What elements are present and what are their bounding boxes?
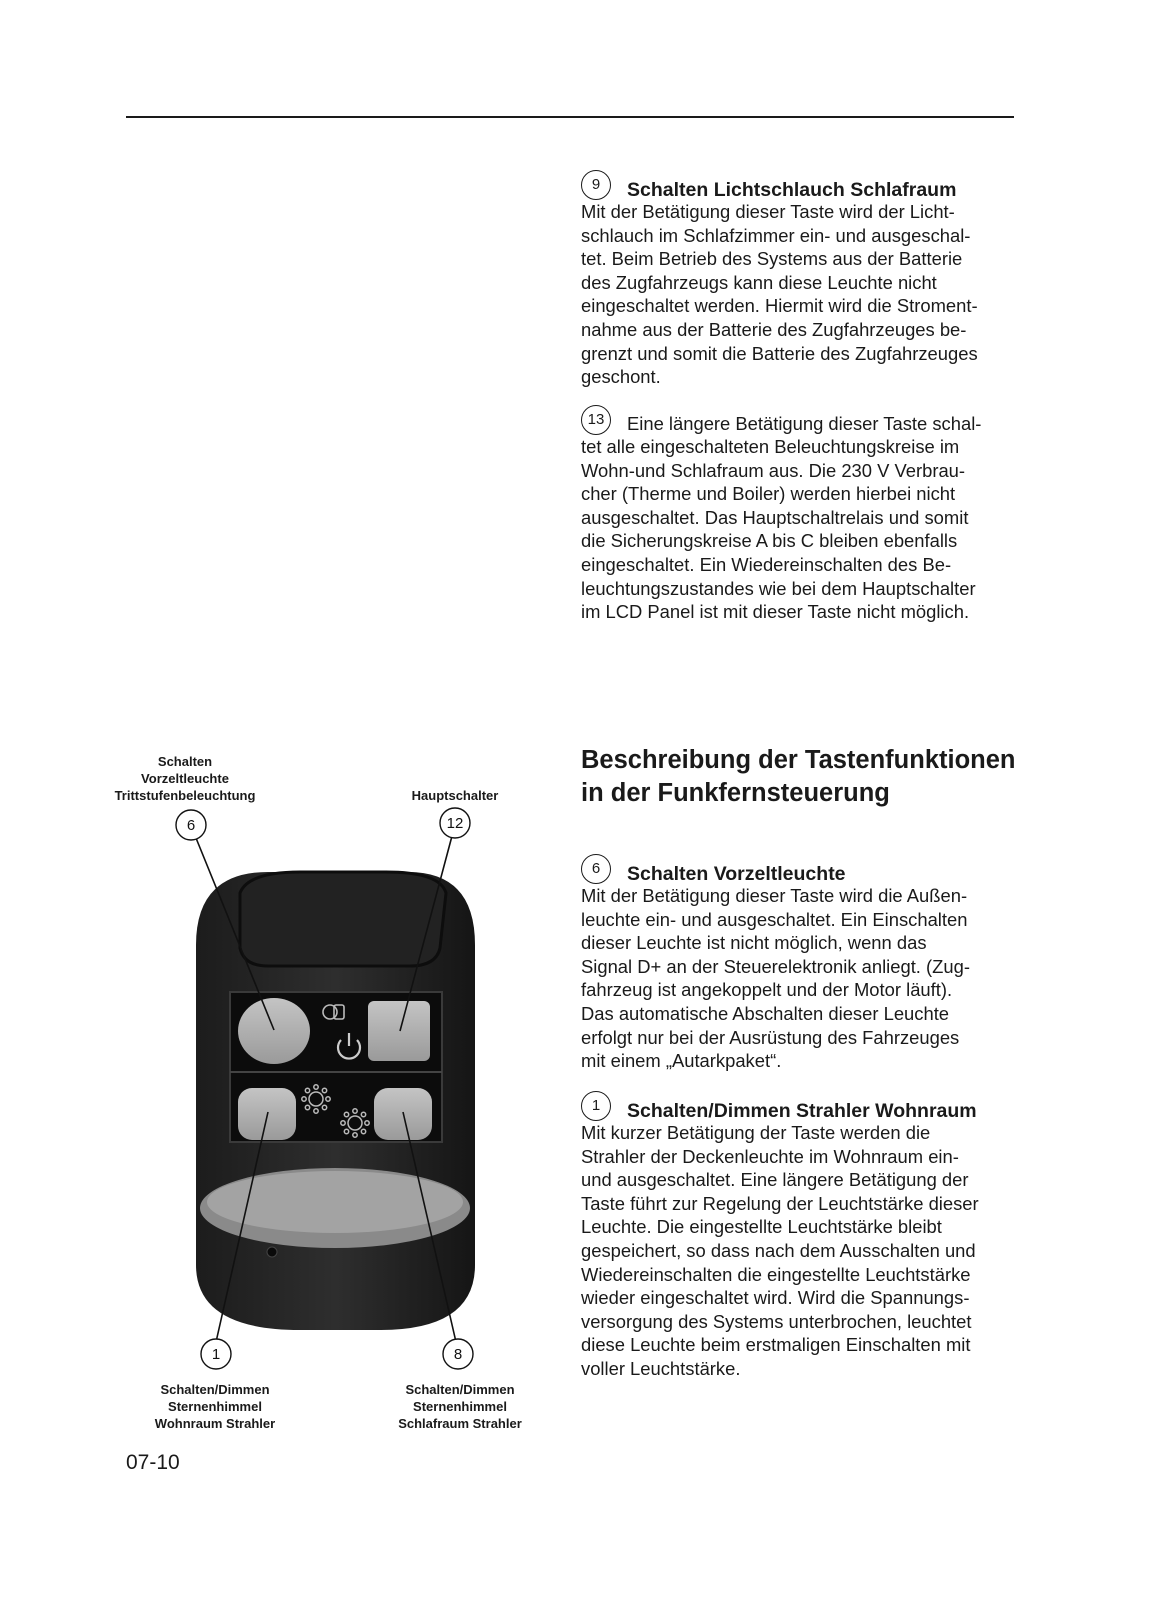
text-line: Wohn-und Schlafraum aus. Die 230 V Verbrau- xyxy=(581,459,966,481)
page-title-line-1: Beschreibung der Tastenfunktionen xyxy=(581,746,1016,774)
text-line: dieser Leuchte ist nicht möglich, wenn das xyxy=(581,932,927,954)
number-badge-9: 9 xyxy=(581,170,611,200)
page-title-line-2: in der Funkfernsteuerung xyxy=(581,779,890,807)
text-line: leuchte ein- und ausgeschaltet. Ein Einschalten xyxy=(581,908,968,930)
text-line: diese Leuchte beim erstmaligen Einschalten mit xyxy=(581,1334,971,1356)
callout-6-label xyxy=(60,753,310,804)
text-line: eingeschaltet werden. Hiermit wird die Stroment- xyxy=(581,295,978,317)
led-icon xyxy=(267,1247,277,1257)
text-line: grenzt und somit die Batterie des Zugfahrzeuges xyxy=(581,342,978,364)
text-line: Mit der Betätigung dieser Taste wird die Außen- xyxy=(581,885,968,906)
section-9-title: Schalten Lichtschlauch Schlafraum xyxy=(627,179,957,201)
callout-12-label xyxy=(370,787,540,804)
label-line: Sternenhimmel xyxy=(168,1399,262,1414)
label-line: Schalten/Dimmen xyxy=(160,1382,270,1397)
section-1-title: Schalten/Dimmen Strahler Wohnraum xyxy=(627,1100,977,1122)
text-line: cher (Therme und Boiler) werden hierbei nicht xyxy=(581,483,956,505)
text-line: geschont. xyxy=(581,366,661,388)
text-line: Signal D+ an der Steuerelektronik anliegt. (Zug- xyxy=(581,955,970,977)
section-6-title: Schalten Vorzeltleuchte xyxy=(627,863,846,885)
top-button xyxy=(240,872,446,966)
callout-8-number: 8 xyxy=(453,1346,463,1363)
label-line: Trittstufenbeleuchtung xyxy=(114,788,256,803)
text-line: Taste führt zur Regelung der Leuchtstärke dieser xyxy=(581,1192,979,1214)
text-line: des Zugfahrzeugs kann diese Leuchte nicht xyxy=(581,271,937,293)
button-6 xyxy=(238,998,310,1064)
text-line: tet. Beim Betrieb des Systems aus der Batterie xyxy=(581,248,963,270)
text-line: ausgeschaltet. Das Hauptschaltrelais und somit xyxy=(581,506,969,528)
section-13-first-line: Eine längere Betätigung dieser Taste schal- xyxy=(627,413,982,434)
text-line: versorgung des Systems unterbrochen, leuchtet xyxy=(581,1310,972,1332)
text-line: und ausgeschaltet. Eine längere Betätigung der xyxy=(581,1169,969,1191)
text-line: schlauch im Schlafzimmer ein- und ausgeschal- xyxy=(581,224,971,246)
text-line: die Sicherungskreise A bis C bleiben ebenfalls xyxy=(581,530,958,552)
label-line: Schalten/Dimmen xyxy=(405,1382,515,1397)
callout-12-number: 12 xyxy=(446,815,464,832)
callout-1-label xyxy=(110,1381,320,1432)
text-line: fahrzeug ist angekoppelt und der Motor läuft). xyxy=(581,979,953,1001)
text-line: Wiedereinschalten die eingestellte Leuchtstärke xyxy=(581,1263,971,1285)
text-line: Strahler der Deckenleuchte im Wohnraum ein- xyxy=(581,1145,959,1167)
label-line: Schalten xyxy=(157,754,213,769)
label-line: Vorzeltleuchte xyxy=(141,771,229,786)
text-line: mit einem „Autarkpaket“. xyxy=(581,1050,782,1072)
text-line: Leuchte. Die eingestellte Leuchtstärke bleibt xyxy=(581,1216,942,1238)
number-badge-1: 1 xyxy=(581,1091,611,1121)
number-badge-13: 13 xyxy=(581,405,611,435)
text-line: voller Leuchtstärke. xyxy=(581,1357,741,1379)
text-line: leuchtungszustandes wie bei dem Hauptschalter xyxy=(581,577,976,599)
text-line: eingeschaltet. Ein Wiedereinschalten des Be- xyxy=(581,553,952,575)
page-number: 07-10 xyxy=(126,1451,180,1474)
text-line: erfolgt nur bei der Ausrüstung des Fahrzeuges xyxy=(581,1026,960,1048)
label-line: Wohnraum Strahler xyxy=(154,1416,276,1431)
callout-6-number: 6 xyxy=(186,817,196,834)
text-line: im LCD Panel ist mit dieser Taste nicht möglich. xyxy=(581,601,970,623)
text-line: tet alle eingeschalteten Beleuchtungskreise im xyxy=(581,436,960,457)
number-badge-6: 6 xyxy=(581,854,611,884)
callout-1-number: 1 xyxy=(211,1346,221,1363)
text-line: gespeichert, so dass nach dem Ausschalten und xyxy=(581,1239,976,1261)
label-line: Hauptschalter xyxy=(411,788,499,803)
callout-8-label xyxy=(360,1381,560,1432)
text-line: Mit kurzer Betätigung der Taste werden die xyxy=(581,1122,931,1143)
label-line: Sternenhimmel xyxy=(413,1399,507,1414)
text-line: Das automatische Abschalten dieser Leuchte xyxy=(581,1002,950,1024)
label-line: Schlafraum Strahler xyxy=(398,1416,522,1431)
text-line: wieder eingeschaltet wird. Wird die Spannungs- xyxy=(581,1287,970,1309)
text-line: Mit der Betätigung dieser Taste wird der Licht- xyxy=(581,201,955,222)
button-12 xyxy=(368,1001,430,1061)
text-line: nahme aus der Batterie des Zugfahrzeuges be- xyxy=(581,318,967,340)
